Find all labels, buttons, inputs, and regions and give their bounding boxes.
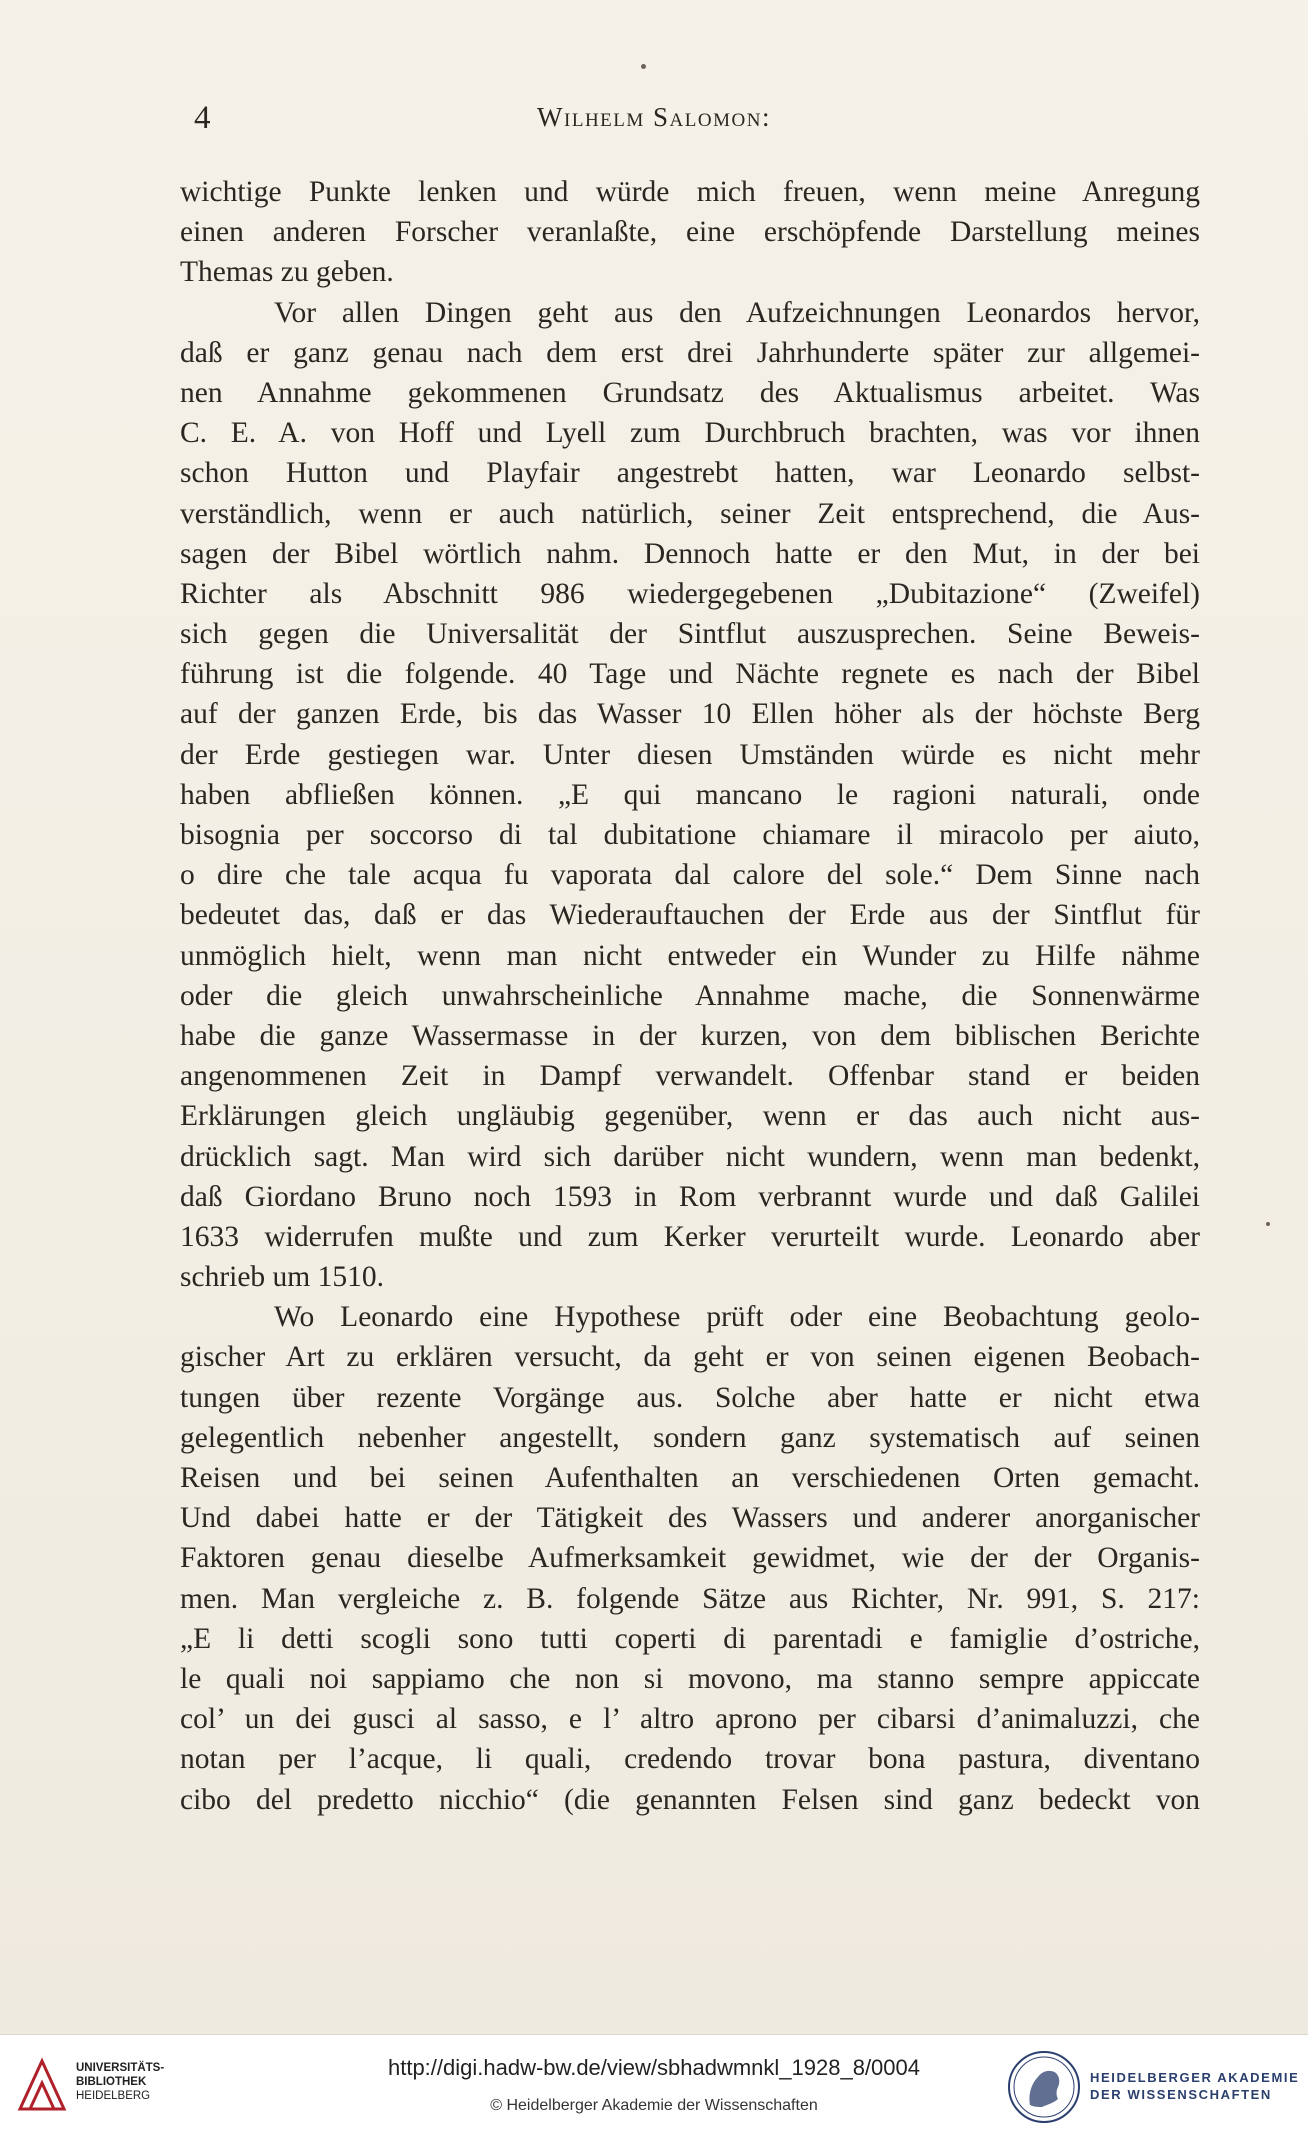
- academy-name: [1090, 2069, 1299, 2103]
- text-line: daß er ganz genau nach dem erst drei Jahrhunderte später zur allgemei-: [180, 336, 1200, 369]
- text-line: sich gegen die Universalität der Sintflut auszusprechen. Seine Beweis-: [180, 618, 1200, 651]
- body-text: [180, 172, 1200, 1820]
- library-name-line2: BIBLIOTHEK: [76, 2076, 147, 2088]
- copyright-notice: © Heidelberger Akademie der Wissenschaften: [490, 2097, 818, 2114]
- text-line: daß Giordano Bruno noch 1593 in Rom verbrannt wurde und daß Galilei: [180, 1180, 1200, 1213]
- text-line: bisognia per soccorso di tal dubitatione chiamare il miracolo per aiuto,: [180, 819, 1200, 851]
- text-line: o dire che tale acqua fu vaporata dal calore del sole.“ Dem Sinne nach: [180, 859, 1200, 892]
- library-name-line1: UNIVERSITÄTS-: [76, 2062, 165, 2074]
- running-title: Wilhelm Salomon:: [537, 102, 771, 132]
- text-line: 1633 widerrufen mußte und zum Kerker verurteilt wurde. Leonardo aber: [180, 1220, 1200, 1253]
- text-line: tungen über rezente Vorgänge aus. Solche aber hatte er nicht etwa: [180, 1381, 1200, 1414]
- page-header: [0, 100, 1308, 140]
- text-line: Richter als Abschnitt 986 wiedergegebenen „Dubitazione“ (Zweifel): [180, 577, 1200, 610]
- text-line: schrieb um 1510.: [180, 1261, 385, 1294]
- text-line: schon Hutton und Playfair angestrebt hatten, war Leonardo selbst-: [180, 457, 1200, 490]
- text-line: Reisen und bei seinen Aufenthalten an verschiedenen Orten gemacht.: [180, 1462, 1200, 1494]
- academy-medallion-icon: [1006, 2049, 1082, 2125]
- text-line: Themas zu geben.: [180, 256, 394, 289]
- text-line: angenommenen Zeit in Dampf verwandelt. Offenbar stand er beiden: [180, 1060, 1200, 1093]
- text-line: bedeutet das, daß er das Wiederauftauchen der Erde aus der Sintflut für: [180, 899, 1200, 932]
- text-line: führung ist die folgende. 40 Tage und Nächte regnete es nach der Bibel: [180, 658, 1200, 691]
- text-line: gelegentlich nebenher angestellt, sondern ganz systematisch auf seinen: [180, 1421, 1200, 1454]
- library-city: HEIDELBERG: [76, 2090, 151, 2102]
- text-line: gischer Art zu erklären versucht, da geht er von seinen eigenen Beobach-: [180, 1341, 1200, 1374]
- text-line: wichtige Punkte lenken und würde mich freuen, wenn meine Anregung: [180, 176, 1200, 208]
- text-line: C. E. A. von Hoff und Lyell zum Durchbruch brachten, was vor ihnen: [180, 417, 1200, 450]
- text-line: „E li detti scogli sono tutti coperti di parentadi e famiglie d’ostriche,: [180, 1622, 1200, 1655]
- text-line: auf der ganzen Erde, bis das Wasser 10 Ellen höher als der höchste Berg: [180, 698, 1200, 731]
- page-url-link[interactable]: http://digi.hadw-bw.de/view/sbhadwmnkl_1928_8/0004: [387, 2055, 921, 2080]
- text-line: Und dabei hatte er der Tätigkeit des Wassers und anderer anorganischer: [180, 1502, 1200, 1535]
- text-line: Erklärungen gleich ungläubig gegenüber, wenn er das auch nicht aus-: [180, 1100, 1200, 1133]
- text-line: habe die ganze Wassermasse in der kurzen, von dem biblischen Berichte: [180, 1019, 1200, 1052]
- text-line: sagen der Bibel wörtlich nahm. Dennoch hatte er den Mut, in der bei: [180, 537, 1200, 570]
- text-line: oder die gleich unwahrscheinliche Annahme mache, die Sonnenwärme: [180, 979, 1200, 1012]
- academy-name-line2: DER WISSENSCHAFTEN: [1090, 2087, 1272, 2102]
- text-line: men. Man vergleiche z. B. folgende Sätze aus Richter, Nr. 991, S. 217:: [180, 1582, 1200, 1615]
- scan-speck: [641, 64, 646, 69]
- text-line: notan per l’acque, li quali, credendo trovar bona pastura, diventano: [180, 1743, 1200, 1776]
- text-line: Vor allen Dingen geht aus den Aufzeichnungen Leonardos hervor,: [274, 296, 1200, 329]
- text-line: Faktoren genau dieselbe Aufmerksamkeit gewidmet, wie der der Organis-: [180, 1542, 1200, 1575]
- text-line: verständlich, wenn er auch natürlich, seiner Zeit entsprechend, die Aus-: [180, 497, 1200, 530]
- text-line: unmöglich hielt, wenn man nicht entweder ein Wunder zu Hilfe nähme: [180, 939, 1200, 972]
- scan-speck: [1266, 1222, 1270, 1226]
- text-line: Wo Leonardo eine Hypothese prüft oder eine Beobachtung geolo-: [274, 1301, 1200, 1334]
- text-line: col’ un dei gusci al sasso, e l’ altro aprono per cibarsi d’animaluzzi, che: [180, 1703, 1200, 1736]
- text-line: haben abfließen können. „E qui mancano le ragioni naturali, onde: [180, 778, 1200, 811]
- academy-name-line1: HEIDELBERGER AKADEMIE: [1090, 2070, 1300, 2085]
- page-number: 4: [194, 100, 211, 136]
- text-line: drücklich sagt. Man wird sich darüber nicht wundern, wenn man bedenkt,: [180, 1140, 1200, 1173]
- text-line: cibo del predetto nicchio“ (die genannten Felsen sind ganz bedeckt von: [180, 1783, 1200, 1816]
- viewer-footer: [0, 2034, 1308, 2135]
- text-line: nen Annahme gekommenen Grundsatz des Aktualismus arbeitet. Was: [180, 376, 1200, 409]
- text-line: le quali noi sappiamo che non si movono, ma stanno sempre appiccate: [180, 1662, 1200, 1695]
- text-line: der Erde gestiegen war. Unter diesen Umständen würde es nicht mehr: [180, 738, 1200, 771]
- text-line: einen anderen Forscher veranlaßte, eine erschöpfende Darstellung meines: [180, 216, 1200, 249]
